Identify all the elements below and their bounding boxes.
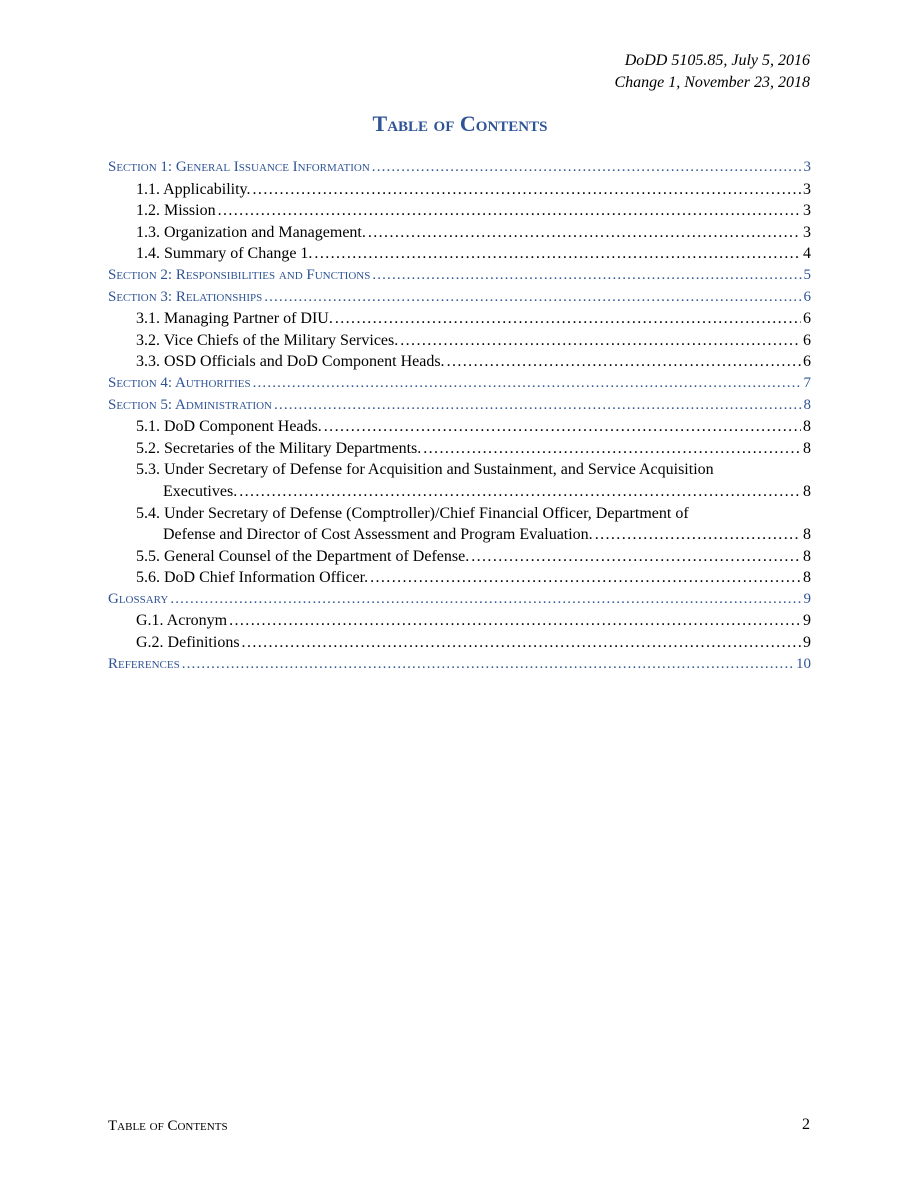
toc-entry-label: 5.3. Under Secretary of Defense for Acquisition and Sustainment, and Service Acquisition — [136, 461, 714, 479]
dot-leader — [423, 438, 801, 460]
toc-section-link[interactable] — [108, 265, 811, 287]
toc-page-number: 8 — [803, 396, 811, 413]
toc-page-number: 8 — [803, 526, 811, 544]
toc-page-number: 8 — [803, 569, 811, 587]
dot-leader — [372, 265, 801, 287]
dot-leader — [242, 632, 801, 654]
dot-leader — [229, 610, 801, 632]
toc-entry-label: References — [108, 655, 180, 672]
toc-page-number: 6 — [803, 331, 811, 349]
toc-entry[interactable] — [108, 459, 811, 502]
dot-leader — [370, 567, 801, 589]
toc-page-number: 8 — [803, 482, 811, 500]
toc-page-number: 3 — [803, 159, 811, 175]
dot-leader — [400, 330, 801, 352]
toc-entry[interactable] — [108, 503, 811, 546]
dot-leader — [595, 524, 801, 546]
dot-leader — [182, 654, 794, 676]
toc-entry-label: 3.2. Vice Chiefs of the Military Services. — [136, 331, 399, 349]
toc-entry-label: Section 3: Relationships — [108, 288, 263, 305]
page-title: Table of Contents — [372, 111, 548, 136]
toc-entry-label: Glossary — [108, 590, 169, 607]
dot-leader — [314, 243, 801, 265]
toc-page-number: 8 — [803, 418, 811, 436]
toc-entry[interactable] — [108, 179, 811, 201]
toc-page-number: 9 — [803, 612, 811, 630]
toc-entry[interactable] — [108, 632, 811, 654]
toc-page-number: 3 — [803, 180, 811, 198]
toc-entry-label: 3.3. OSD Officials and DoD Component Heads. — [136, 353, 445, 371]
toc-entry[interactable] — [108, 546, 811, 568]
toc-entry[interactable] — [108, 308, 811, 330]
toc-entry-label: Section 2: Responsibilities and Functions — [108, 266, 371, 283]
toc-entry-label: 3.1. Managing Partner of DIU. — [136, 310, 333, 328]
toc-entry-label: 1.4. Summary of Change 1. — [136, 245, 313, 263]
dot-leader — [274, 395, 801, 417]
dot-leader — [264, 287, 801, 309]
toc-page-number: 4 — [803, 245, 811, 263]
dot-leader — [372, 157, 802, 179]
header-change-line: Change 1, November 23, 2018 — [614, 74, 810, 91]
toc-entry-label: 5.1. DoD Component Heads. — [136, 418, 322, 436]
toc-page-number: 8 — [803, 439, 811, 457]
toc-entry[interactable] — [108, 567, 811, 589]
toc-entry[interactable] — [108, 416, 811, 438]
footer-title: Table of Contents — [108, 1118, 228, 1134]
toc-entry-label: Section 1: General Issuance Information — [108, 159, 370, 175]
toc-section-link[interactable] — [108, 654, 811, 676]
toc-section-link[interactable] — [108, 157, 811, 179]
footer-page-number: 2 — [802, 1116, 810, 1133]
toc-page-number: 10 — [796, 655, 811, 672]
toc-entry-label: 1.3. Organization and Management. — [136, 223, 366, 241]
dot-leader — [324, 416, 801, 438]
dot-leader — [239, 481, 801, 503]
toc-section-link[interactable] — [108, 589, 811, 611]
toc-entry-label: 1.1. Applicability. — [136, 180, 251, 198]
toc-page-number: 5 — [803, 266, 811, 283]
table-of-contents — [108, 157, 811, 675]
toc-entry-label: 5.6. DoD Chief Information Officer. — [136, 569, 369, 587]
toc-entry[interactable] — [108, 200, 811, 222]
toc-entry[interactable] — [108, 222, 811, 244]
toc-page-number: 9 — [803, 590, 811, 607]
toc-page-number: 6 — [803, 353, 811, 371]
toc-entry-label-continued: Defense and Director of Cost Assessment and Program Evaluation. — [163, 526, 593, 544]
toc-page-number: 3 — [803, 223, 811, 241]
toc-entry[interactable] — [108, 330, 811, 352]
toc-entry-label: Section 4: Authorities — [108, 374, 251, 391]
dot-leader — [368, 222, 801, 244]
toc-entry[interactable] — [108, 243, 811, 265]
toc-page-number: 6 — [803, 288, 811, 305]
dot-leader — [218, 200, 801, 222]
document-header — [614, 50, 810, 94]
toc-page-number: 8 — [803, 547, 811, 565]
dot-leader — [471, 546, 801, 568]
header-directive-line: DoDD 5105.85, July 5, 2016 — [624, 52, 810, 69]
dot-leader — [170, 589, 801, 611]
dot-leader — [447, 351, 801, 373]
toc-entry-label: 5.5. General Counsel of the Department of Defense. — [136, 547, 470, 565]
toc-entry-label: Section 5: Administration — [108, 396, 273, 413]
dot-leader — [253, 179, 801, 201]
dot-leader — [335, 308, 801, 330]
toc-entry[interactable] — [108, 351, 811, 373]
toc-entry-label: 5.2. Secretaries of the Military Departments. — [136, 439, 422, 457]
toc-entry[interactable] — [108, 610, 811, 632]
toc-page-number: 7 — [803, 374, 811, 391]
toc-section-link[interactable] — [108, 373, 811, 395]
dot-leader — [253, 373, 802, 395]
toc-section-link[interactable] — [108, 287, 811, 309]
toc-entry-label-continued: Executives. — [163, 482, 238, 500]
toc-entry-label: 1.2. Mission — [136, 202, 216, 220]
toc-entry-label: G.2. Definitions — [136, 634, 240, 652]
toc-entry-label: 5.4. Under Secretary of Defense (Comptroller)/Chief Financial Officer, Department of — [136, 504, 689, 522]
toc-page-number: 3 — [803, 202, 811, 220]
toc-entry-label: G.1. Acronym — [136, 612, 228, 630]
toc-entry[interactable] — [108, 438, 811, 460]
toc-page-number: 6 — [803, 310, 811, 328]
toc-section-link[interactable] — [108, 395, 811, 417]
toc-page-number: 9 — [803, 634, 811, 652]
